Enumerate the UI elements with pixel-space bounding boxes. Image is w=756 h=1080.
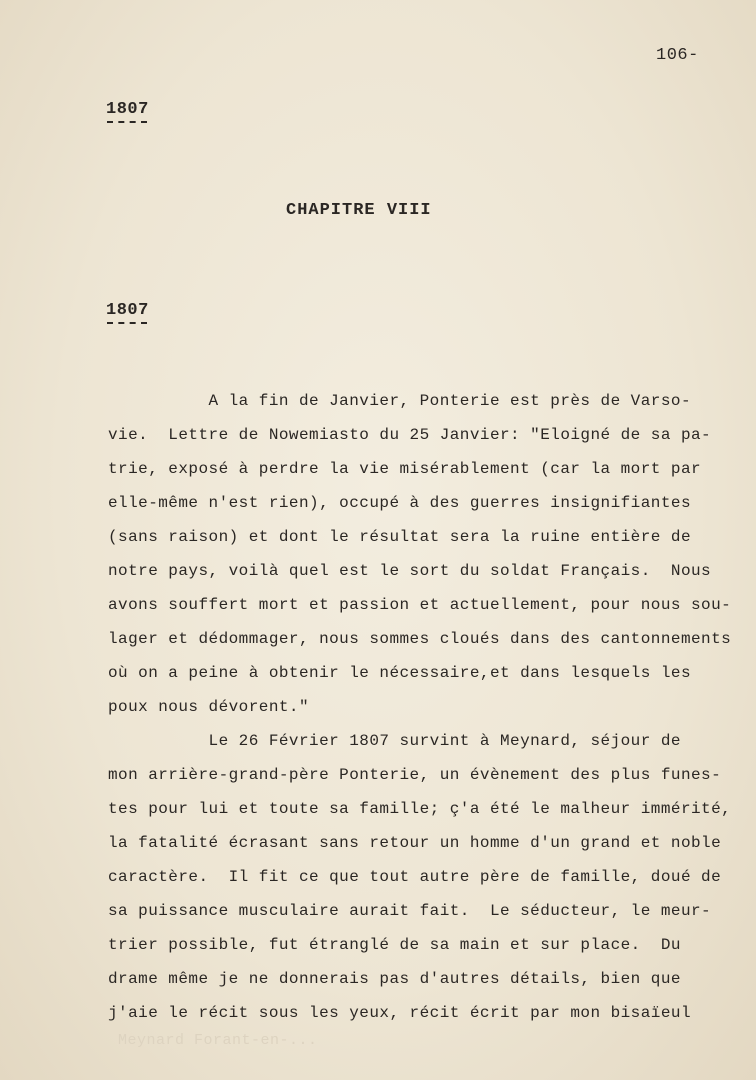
text-line: mon arrière-grand-père Ponterie, un évènement des plus funes- — [108, 766, 722, 784]
text-line: notre pays, voilà quel est le sort du soldat Français. Nous — [108, 562, 712, 580]
text-line: drame même je ne donnerais pas d'autres détails, bien que — [108, 970, 681, 988]
text-line: lager et dédommager, nous sommes cloués dans des cantonnements — [108, 630, 732, 648]
bleed-through-text: Meynard Forant-en-... — [118, 1032, 318, 1049]
text-line: j'aie le récit sous les yeux, récit écrit par mon bisaïeul — [108, 1004, 691, 1022]
text-line: poux nous dévorent." — [108, 698, 310, 716]
text-line: la fatalité écrasant sans retour un homme d'un grand et noble — [108, 834, 722, 852]
text-line: sa puissance musculaire aurait fait. Le séducteur, le meur- — [108, 902, 712, 920]
year-heading: 1807 — [106, 100, 149, 119]
year-subheading: 1807 — [106, 301, 149, 320]
text-line: (sans raison) et dont le résultat sera la ruine entière de — [108, 528, 691, 546]
text-line: avons souffert mort et passion et actuellement, pour nous sou- — [108, 596, 732, 614]
text-line: trier possible, fut étranglé de sa main et sur place. Du — [108, 936, 681, 954]
year-underline — [107, 121, 147, 123]
body-text — [108, 384, 738, 1030]
page-number: 106- — [656, 46, 699, 65]
year-subheading-underline — [107, 322, 147, 324]
text-line: trie, exposé à perdre la vie misérablement (car la mort par — [108, 460, 702, 478]
text-line: tes pour lui et toute sa famille; ç'a été le malheur immérité, — [108, 800, 732, 818]
text-line: Le 26 Février 1807 survint à Meynard, séjour de — [108, 732, 681, 750]
text-line: où on a peine à obtenir le nécessaire,et dans lesquels les — [108, 664, 691, 682]
text-line: A la fin de Janvier, Ponterie est près de Varso- — [108, 392, 691, 410]
text-line: elle-même n'est rien), occupé à des guerres insignifiantes — [108, 494, 691, 512]
chapter-title: CHAPITRE VIII — [286, 201, 432, 220]
text-line: vie. Lettre de Nowemiasto du 25 Janvier: "Eloigné de sa pa- — [108, 426, 712, 444]
text-line: caractère. Il fit ce que tout autre père de famille, doué de — [108, 868, 722, 886]
